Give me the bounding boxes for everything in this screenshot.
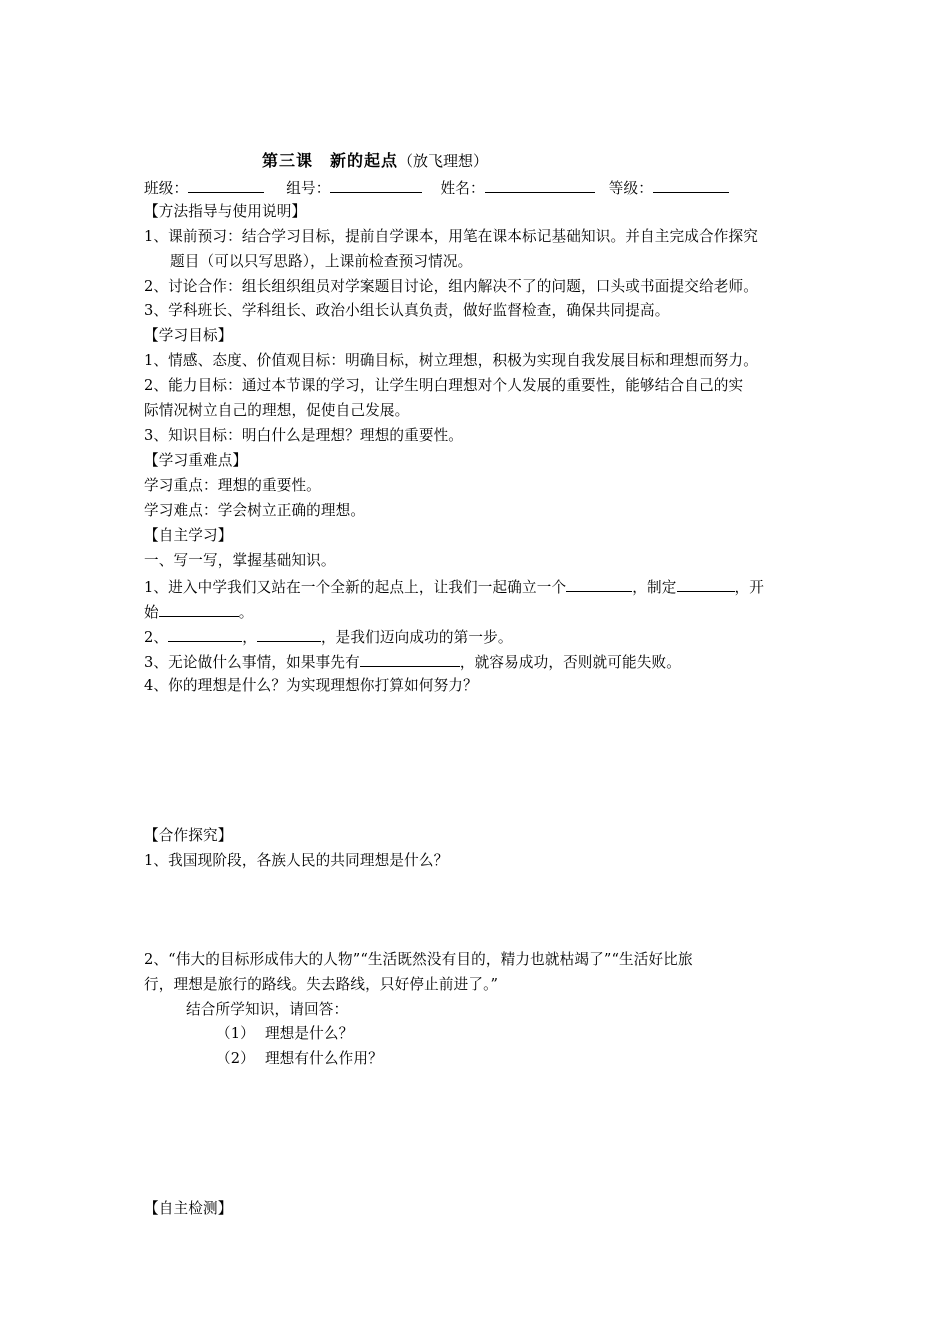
question-3: 3、无论做什么事情，如果事先有 ，就容易成功，否则就可能失败。 xyxy=(144,651,681,673)
keypoints-header: 【学习重难点】 xyxy=(144,452,248,469)
fill-blank xyxy=(677,576,735,592)
question-2: 2、 ， ，是我们迈向成功的第一步。 xyxy=(144,626,513,648)
method-line-2: 2、讨论合作：组长组织组员对学案题目讨论，组内解决不了的问题，口头或书面提交给老师。 xyxy=(144,278,758,295)
grade-label: 等级： xyxy=(608,180,653,197)
coop-header: 【合作探究】 xyxy=(144,827,233,844)
coop-sub-question-2: （2） 理想有什么作用？ xyxy=(216,1050,383,1067)
method-line-1b: 题目（可以只写思路），上课前检查预习情况。 xyxy=(170,253,473,270)
fill-blank xyxy=(159,601,239,617)
class-blank xyxy=(188,177,264,193)
fill-blank xyxy=(257,626,321,642)
fill-blank xyxy=(168,626,242,642)
question-4: 4、你的理想是什么？为实现理想你打算如何努力？ xyxy=(144,677,478,694)
coop-question-2a: 2、“伟大的目标形成伟大的人物”“生活既然没有目的，精力也就枯竭了”“生活好比旅 xyxy=(144,951,693,968)
group-blank xyxy=(330,177,422,193)
class-label: 班级： xyxy=(144,180,189,197)
title-sub: （放飞理想） xyxy=(398,152,489,170)
coop-question-1: 1、我国现阶段，各族人民的共同理想是什么？ xyxy=(144,852,449,869)
title-main: 第三课 新的起点 xyxy=(262,151,399,170)
selftest-header: 【自主检测】 xyxy=(144,1200,233,1217)
question-1-line-b: 始 。 xyxy=(144,601,254,623)
name-blank xyxy=(485,177,595,193)
page-title xyxy=(262,150,488,172)
goals-line-1: 1、情感、态度、价值观目标：明确目标，树立理想，积极为实现自我发展目标和理想而努力。 xyxy=(144,352,758,369)
keypoints-line-1: 学习重点：理想的重要性。 xyxy=(144,477,321,494)
method-line-1a: 1、课前预习：结合学习目标，提前自学课本，用笔在课本标记基础知识。并自主完成合作探究 xyxy=(144,228,758,245)
group-label: 组号： xyxy=(286,180,331,197)
self-study-intro: 一、写一写，掌握基础知识。 xyxy=(144,552,336,569)
method-header: 【方法指导与使用说明】 xyxy=(144,203,307,220)
name-label: 姓名： xyxy=(440,180,485,197)
fill-blank xyxy=(566,576,632,592)
goals-header: 【学习目标】 xyxy=(144,327,233,344)
grade-blank xyxy=(653,177,729,193)
method-line-3: 3、学科班长、学科组长、政治小组长认真负责，做好监督检查，确保共同提高。 xyxy=(144,302,670,319)
coop-sub-question-1: （1） 理想是什么？ xyxy=(216,1025,354,1042)
student-info-row xyxy=(144,177,733,199)
goals-line-3: 3、知识目标：明白什么是理想？理想的重要性。 xyxy=(144,427,464,444)
keypoints-line-2: 学习难点：学会树立正确的理想。 xyxy=(144,502,366,519)
question-1-line-a: 1、进入中学我们又站在一个全新的起点上，让我们一起确立一个 ，制定 ，开 xyxy=(144,576,764,598)
coop-question-2b: 行，理想是旅行的路线。失去路线，只好停止前进了。” xyxy=(144,976,499,993)
coop-question-2c: 结合所学知识，请回答： xyxy=(186,1001,349,1018)
goals-line-2b: 际情况树立自己的理想，促使自己发展。 xyxy=(144,402,410,419)
fill-blank xyxy=(360,651,460,667)
goals-line-2a: 2、能力目标：通过本节课的学习，让学生明白理想对个人发展的重要性，能够结合自己的实 xyxy=(144,377,744,394)
self-study-header: 【自主学习】 xyxy=(144,527,233,544)
